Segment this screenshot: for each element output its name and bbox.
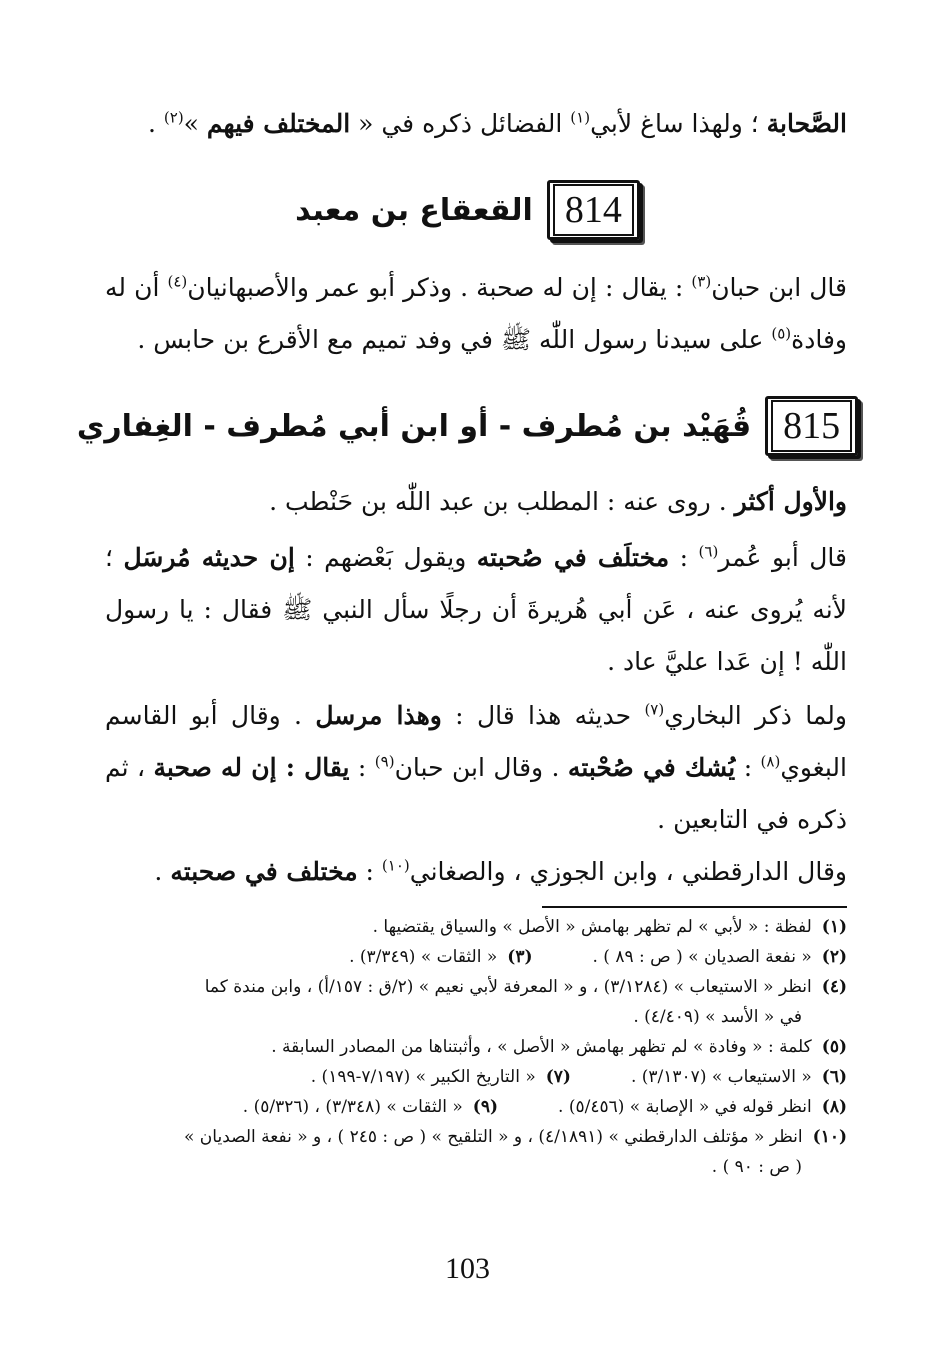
footnote-9 <box>243 1092 498 1122</box>
bold-term: يقال : إن له صحبة <box>153 753 350 782</box>
footnote-1 <box>105 912 847 942</box>
page-number: 103 <box>445 1252 490 1285</box>
footnote-number: (٣) <box>507 947 533 967</box>
bold-term: مختلَف في صُحبته <box>476 543 670 572</box>
footnote-ref: (٤) <box>167 272 188 291</box>
footnote-row-6-7 <box>105 1062 847 1092</box>
bold-term: وهذا مرسل <box>315 701 442 730</box>
footnote-number: (١) <box>821 917 847 937</box>
footnote-number: (٦) <box>821 1067 847 1087</box>
bold-term: الصَّحابة <box>766 109 847 138</box>
footnote-text: انظر « الاستيعاب » (٣/١٢٨٤) ، و « المعرفة لأبي نعيم » (٢/ق : ١٥٧/أ) ، وابن مندة كما <box>204 977 812 997</box>
footnote-number: (٤) <box>821 977 847 997</box>
text: ، ثم ذكره في التابعين . <box>105 753 847 834</box>
entry-815-paragraph-2 <box>105 532 847 688</box>
footnote-row-8-9 <box>105 1092 847 1122</box>
text: : <box>357 857 382 886</box>
footnote-text: انظر « مؤتلف الدارقطني » (٤/١٨٩١) ، و « التلقيح » ( ص : ٢٤٥ ) ، و « نفعة الصديان » <box>184 1127 803 1147</box>
footnote-ref: (٣) <box>691 272 712 291</box>
footnote-2 <box>593 942 848 972</box>
text: ولما ذكر البخاري <box>664 701 847 730</box>
text: . <box>147 109 164 138</box>
entry-number-box <box>547 180 640 240</box>
footnote-8 <box>558 1092 847 1122</box>
footnote-ref: (١) <box>570 108 591 127</box>
footnote-ref: (٩) <box>374 752 395 771</box>
footnote-row-2-3 <box>105 942 847 972</box>
continuation-paragraph <box>105 98 847 150</box>
footnote-4-continuation: في « الأسد » (٤/٤٠٩) . <box>633 1007 802 1027</box>
text: : يقال : إن له صحبة . وذكر أبو عمر والأصبهانيان <box>187 273 692 302</box>
footnote-ref: (٦) <box>698 542 719 561</box>
footnotes <box>105 912 847 1182</box>
bold-term: يُشك في صُحْبته <box>567 753 736 782</box>
bold-term: المختلف فيهم <box>206 109 351 138</box>
footnote-text: « الاستيعاب » (٣/١٣٠٧) . <box>630 1067 812 1087</box>
entry-heading-814 <box>60 180 875 240</box>
text: ؛ ولهذا ساغ لأبي <box>590 109 767 138</box>
entry-title: القعقاع بن معبد <box>295 192 533 228</box>
text: ؛ لأنه يُروى عنه ، عَن أبي هُريرةَ أن رجلًا سأل النبي ﷺ فقال : يا رسول اللّٰه ! إن عَدا عليَّ عاد . <box>105 543 847 676</box>
footnote-10-continuation: ( ص : ٩٠ ) . <box>711 1157 802 1177</box>
text: . <box>154 857 171 886</box>
text: قال أبو عُمر <box>718 543 847 572</box>
footnote-number: (٢) <box>821 947 847 967</box>
entry-title: قُهَيْد بن مُطرف - أو ابن أبي مُطرف - الغِفاري <box>76 408 752 444</box>
entry-814-paragraph <box>105 262 847 366</box>
footnote-text: « نفعة الصديان » ( ص : ٨٩ ) . <box>592 947 812 967</box>
footnote-4 <box>105 972 847 1002</box>
text: » <box>183 109 207 138</box>
footnote-text: لفظة : « لأبي » لم تظهر بهامش « الأصل » والسياق يقتضيها . <box>372 917 812 937</box>
footnote-ref: (١٠) <box>381 856 410 875</box>
text: : <box>735 753 761 782</box>
footnote-10 <box>105 1122 847 1152</box>
footnote-text: « الثقات » (٣/٣٤٩) . <box>349 947 498 967</box>
text: . وقال أبو القاسم البغوي <box>105 701 847 782</box>
footnote-ref: (٢) <box>163 108 184 127</box>
entry-815-paragraph-1 <box>105 476 847 528</box>
text: : <box>349 753 375 782</box>
entry-815-paragraph-3 <box>105 690 847 846</box>
entry-number: 815 <box>771 400 852 452</box>
bold-term: إن حديثه مُرسَل <box>123 543 295 572</box>
text: الفضائل ذكره في « <box>350 109 571 138</box>
footnote-number: (٧) <box>545 1067 571 1087</box>
text: ويقول بَعْضهم : <box>294 543 477 572</box>
footnote-text: « التاريخ الكبير » (٧/١٩٧-١٩٩) . <box>310 1067 536 1087</box>
bold-term: مختلف في صحبته <box>170 857 358 886</box>
footnote-ref: (٨) <box>760 752 781 771</box>
text: قال ابن حبان <box>711 273 847 302</box>
footnote-number: (٥) <box>821 1037 847 1057</box>
text: وقال الدارقطني ، وابن الجوزي ، والصغاني <box>409 857 847 886</box>
entry-number-box <box>765 396 858 456</box>
bold-term: والأول أكثر <box>734 487 847 516</box>
footnote-5 <box>105 1032 847 1062</box>
text: أن له وفادة <box>105 273 847 354</box>
footnote-7 <box>311 1062 571 1092</box>
entry-815-paragraph-4 <box>105 846 847 898</box>
entry-heading-815 <box>60 396 875 456</box>
entry-number: 814 <box>553 184 634 236</box>
text: حديثه هذا قال : <box>441 701 645 730</box>
text: على سيدنا رسول اللّٰه ﷺ في وفد تميم مع الأقرع بن حابس . <box>137 325 772 354</box>
text: . روى عنه : المطلب بن عبد اللّٰه بن حَنْطب . <box>269 487 735 516</box>
footnote-divider <box>542 906 847 908</box>
text: : <box>669 543 699 572</box>
footnote-3 <box>349 942 532 972</box>
footnote-number: (٩) <box>472 1097 499 1117</box>
footnote-text: كلمة : « وفادة » لم تظهر بهامش « الأصل » ، وأثبتناها من المصادر السابقة . <box>271 1037 812 1057</box>
footnote-number: (١٠) <box>812 1127 847 1147</box>
footnote-ref: (٥) <box>771 324 792 343</box>
footnote-ref: (٧) <box>644 700 665 719</box>
text: . وقال ابن حبان <box>394 753 568 782</box>
footnote-text: انظر قوله في « الإصابة » (٥/٤٥٦) . <box>558 1097 812 1117</box>
footnote-text: « الثقات » (٣/٣٤٨) ، (٥/٣٢٦) . <box>242 1097 463 1117</box>
footnote-6 <box>631 1062 847 1092</box>
footnote-number: (٨) <box>821 1097 847 1117</box>
